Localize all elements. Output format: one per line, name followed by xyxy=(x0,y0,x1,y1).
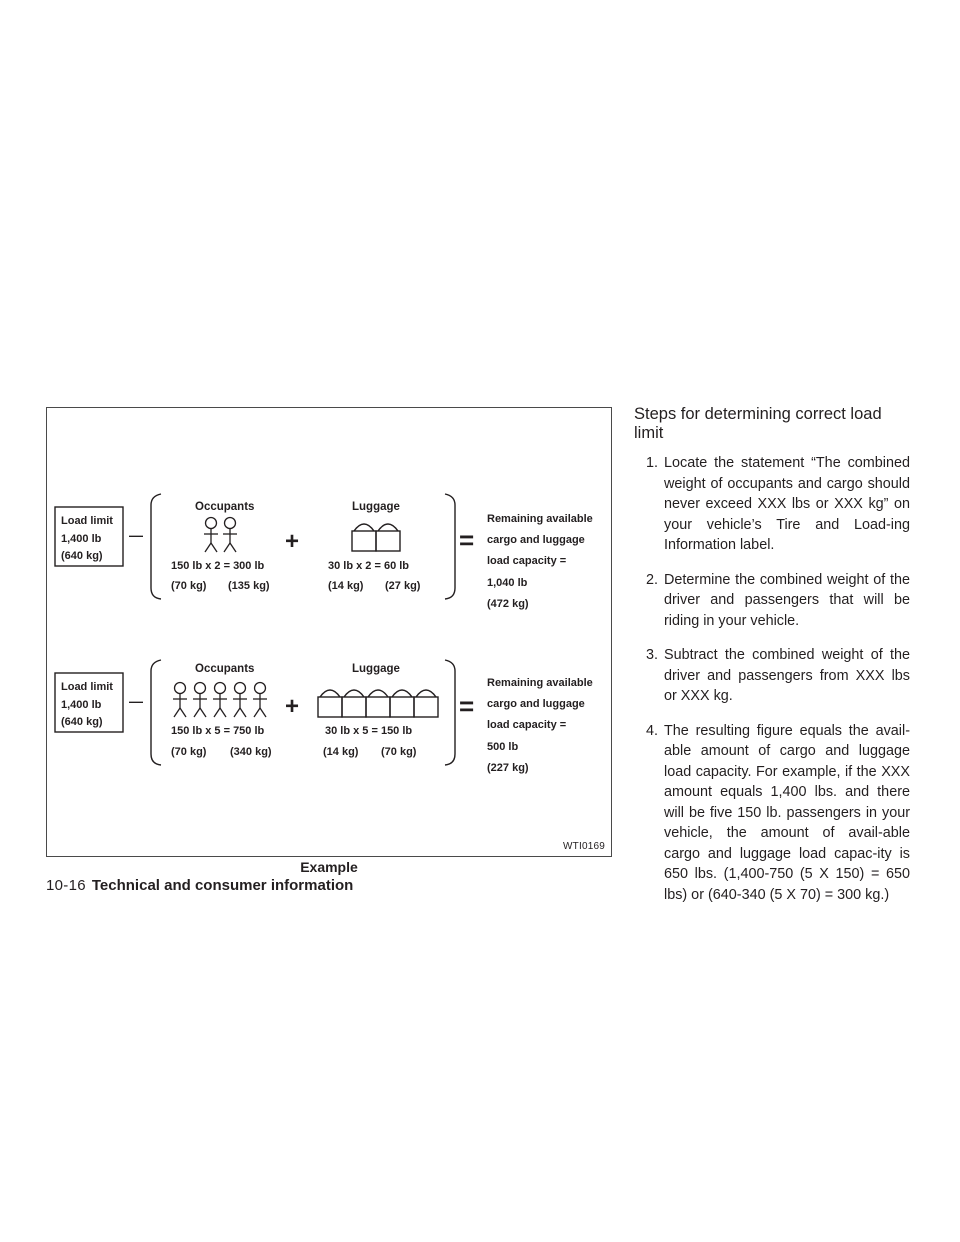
person-icon xyxy=(223,518,237,553)
person-icon xyxy=(253,683,267,718)
step-item xyxy=(634,570,910,632)
figure-id: WTI0169 xyxy=(563,841,605,852)
step-text: The resulting figure equals the avail-able amount of cargo and luggage load capacity. For example, if the XXX amount equals 1,400 lbs. and there will be five 150 lb. passengers in your vehicle, the amount of avail-able cargo and luggage load capac-ity is 650 lbs. (1,400-750 (5 X 150) = 650 lbs) or (640-340 (5 X 70) = 300 kg.) xyxy=(664,722,910,903)
occupants-metric-total: (135 kg) xyxy=(228,580,270,592)
remaining-line-2: cargo and luggage xyxy=(487,698,585,710)
close-bracket xyxy=(445,494,455,599)
load-limit-diagram xyxy=(47,408,613,858)
luggage-heading: Luggage xyxy=(352,663,400,675)
remaining-line-1: Remaining available xyxy=(487,513,593,525)
remaining-kg: (227 kg) xyxy=(487,762,529,774)
open-bracket xyxy=(151,494,161,599)
step-item xyxy=(634,645,910,707)
steps-list xyxy=(634,453,910,905)
person-icon xyxy=(233,683,247,718)
luggage-metric-per-item: (14 kg) xyxy=(323,746,359,758)
person-icon xyxy=(204,518,218,553)
occupants-heading: Occupants xyxy=(195,501,255,513)
luggage-icon xyxy=(342,690,366,717)
occupants-figures xyxy=(204,518,237,553)
luggage-icon xyxy=(376,524,400,551)
step-number: 3. xyxy=(646,647,659,663)
minus-sign: — xyxy=(129,693,143,709)
minus-sign: — xyxy=(129,527,143,543)
luggage-calc: 30 lb x 5 = 150 lb xyxy=(325,725,413,737)
section-title: Technical and consumer information xyxy=(91,877,354,894)
step-number: 1. xyxy=(646,455,659,471)
remaining-line-1: Remaining available xyxy=(487,677,593,689)
equals-sign: = xyxy=(459,525,475,555)
plus-sign: + xyxy=(285,693,300,720)
step-number: 4. xyxy=(646,722,659,739)
step-item xyxy=(634,721,910,906)
open-bracket xyxy=(151,660,161,765)
occupants-calc: 150 lb x 2 = 300 lb xyxy=(171,560,265,572)
luggage-items xyxy=(318,690,438,717)
occupants-calc: 150 lb x 5 = 750 lb xyxy=(171,725,265,737)
remaining-line-3: load capacity = xyxy=(487,555,567,567)
remaining-kg: (472 kg) xyxy=(487,598,529,610)
load-limit-label: Load limit xyxy=(61,681,113,693)
figure-caption: Example xyxy=(300,859,358,875)
load-limit-lb: 1,400 lb xyxy=(61,699,102,711)
load-limit-steps xyxy=(634,405,910,919)
luggage-icon xyxy=(366,690,390,717)
person-icon xyxy=(193,683,207,718)
load-limit-label: Load limit xyxy=(61,515,113,527)
load-limit-example-figure xyxy=(46,407,612,857)
luggage-icon xyxy=(352,524,376,551)
remaining-lb: 500 lb xyxy=(487,741,519,753)
occupants-metric-per-person: (70 kg) xyxy=(171,580,207,592)
load-limit-kg: (640 kg) xyxy=(61,550,103,562)
remaining-line-2: cargo and luggage xyxy=(487,534,585,546)
step-text: Locate the statement “The combined weight of occupants and cargo should never exceed XXX lbs or XXX kg” on your vehicle’s Tire and Load-ing Information label. xyxy=(664,455,910,553)
example-row-five-occupants xyxy=(55,660,593,774)
occupants-heading: Occupants xyxy=(195,663,255,675)
close-bracket xyxy=(445,660,455,765)
person-icon xyxy=(213,683,227,718)
luggage-icon xyxy=(318,690,342,717)
example-row-two-occupants xyxy=(55,494,593,610)
luggage-metric-per-item: (14 kg) xyxy=(328,580,364,592)
occupants-figures xyxy=(173,683,267,718)
step-text: Determine the combined weight of the driver and passengers that will be riding in your vehicle. xyxy=(664,571,910,629)
luggage-calc: 30 lb x 2 = 60 lb xyxy=(328,560,410,572)
step-text: Subtract the combined weight of the driver and passengers from XXX lbs or XXX kg. xyxy=(664,647,910,704)
luggage-metric-total: (70 kg) xyxy=(381,746,417,758)
steps-heading: Steps for determining correct load limit xyxy=(634,405,882,442)
step-item xyxy=(634,453,910,556)
page-number: 10-16 xyxy=(46,877,86,894)
luggage-icon xyxy=(390,690,414,717)
load-limit-lb: 1,400 lb xyxy=(61,533,102,545)
step-number: 2. xyxy=(646,571,659,588)
remaining-line-3: load capacity = xyxy=(487,719,567,731)
remaining-lb: 1,040 lb xyxy=(487,577,528,589)
person-icon xyxy=(173,683,187,718)
page-footer xyxy=(46,877,353,894)
luggage-heading: Luggage xyxy=(352,501,400,513)
luggage-icon xyxy=(414,690,438,717)
equals-sign: = xyxy=(459,691,475,721)
occupants-metric-total: (340 kg) xyxy=(230,746,272,758)
load-limit-kg: (640 kg) xyxy=(61,716,103,728)
luggage-items xyxy=(352,524,400,551)
occupants-metric-per-person: (70 kg) xyxy=(171,746,207,758)
plus-sign: + xyxy=(285,528,300,555)
luggage-metric-total: (27 kg) xyxy=(385,580,421,592)
